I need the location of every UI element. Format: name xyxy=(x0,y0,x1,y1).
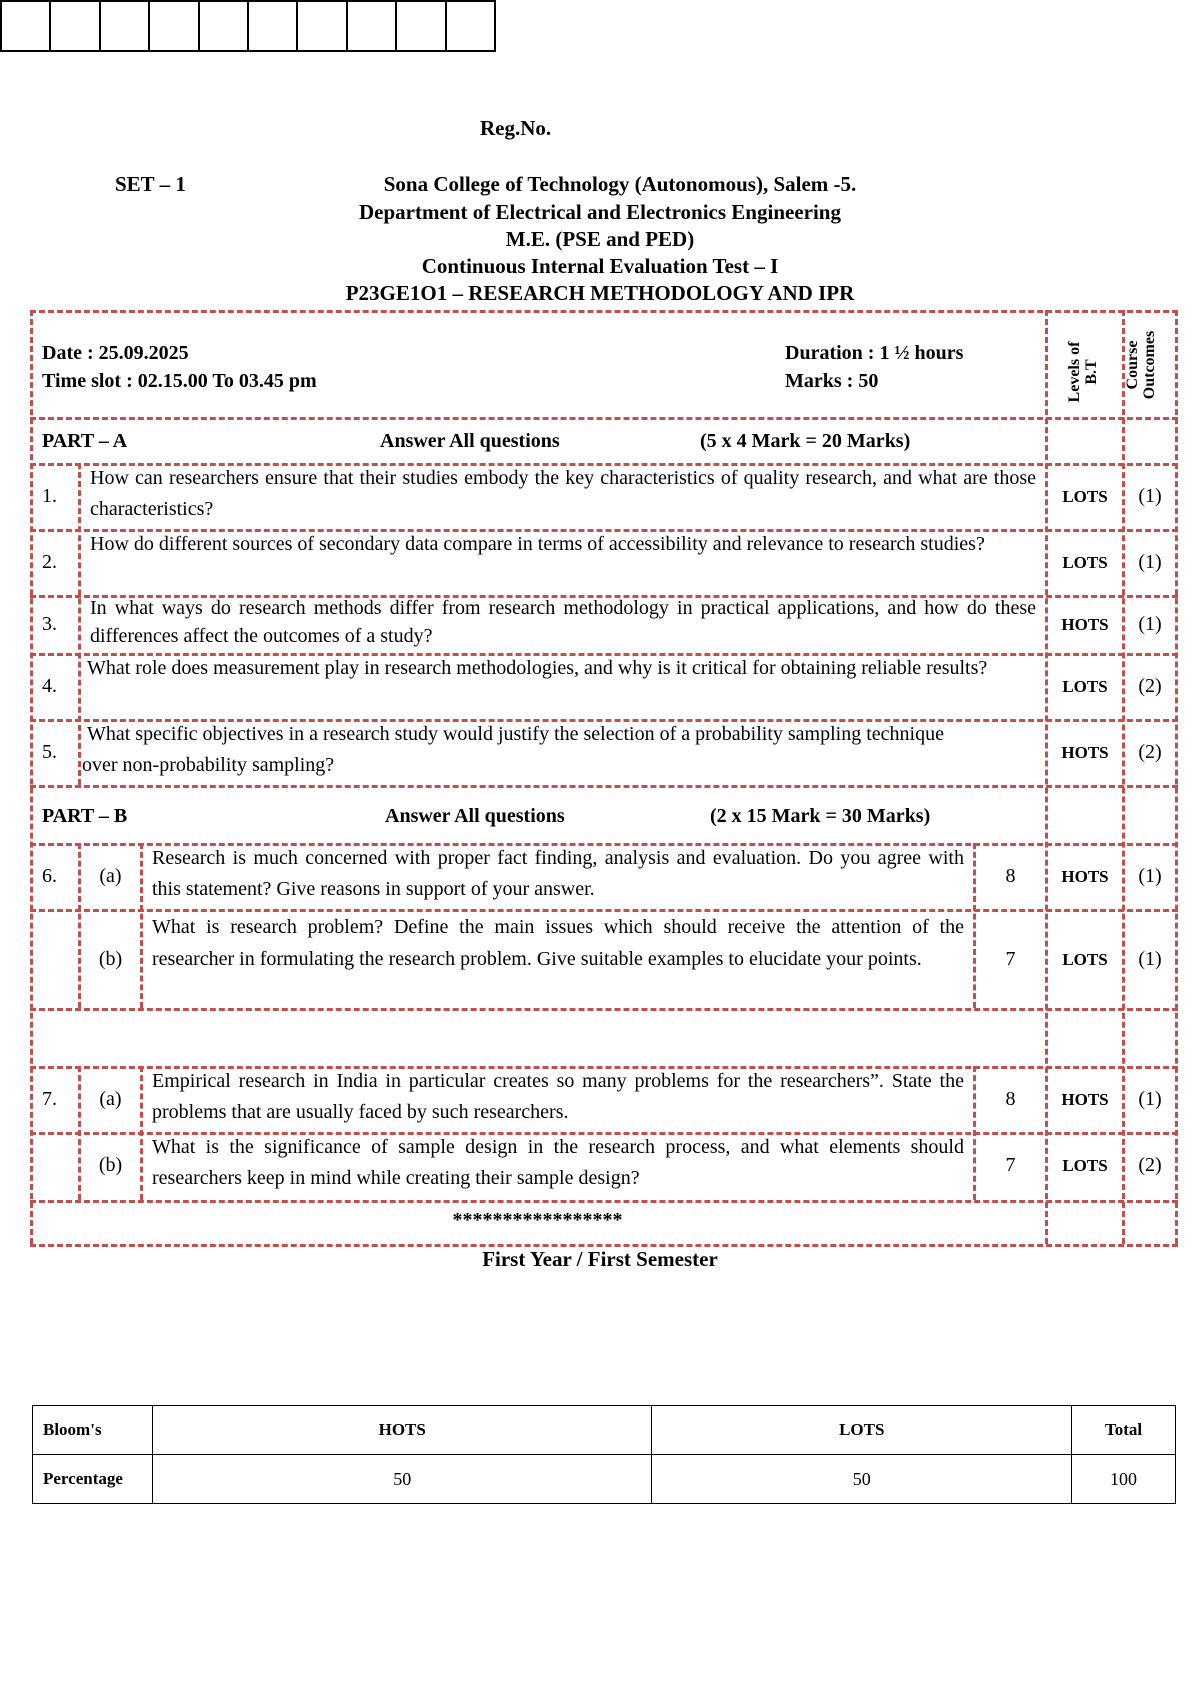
table-header-cell: Bloom's xyxy=(33,1406,153,1455)
reg-no-box[interactable] xyxy=(298,2,347,50)
bt-level: HOTS xyxy=(1061,1090,1109,1109)
year-semester: First Year / First Semester xyxy=(482,1247,718,1271)
question-mark: 7 xyxy=(1005,948,1016,970)
bt-level: LOTS xyxy=(1062,950,1108,969)
question-table xyxy=(30,310,1178,1244)
bt-level: HOTS xyxy=(1061,867,1109,886)
set-label: SET – 1 xyxy=(115,172,186,196)
question-text: Empirical research in India in particular creates so many problems for the researchers”. State the problems that are usually faced by such researchers. xyxy=(152,1070,964,1123)
question-number: 2. xyxy=(42,551,57,573)
exam-marks: Marks : 50 xyxy=(785,370,879,392)
reg-no-boxes[interactable] xyxy=(0,0,496,52)
table-cell: 50 xyxy=(652,1455,1072,1504)
sub-question-label: (b) xyxy=(98,1154,123,1176)
question-mark: 8 xyxy=(1005,1088,1016,1110)
part-a-marks: (5 x 4 Mark = 20 Marks) xyxy=(700,430,911,452)
part-b-instruction: Answer All questions xyxy=(385,805,565,827)
reg-no-label: Reg.No. xyxy=(480,116,552,140)
question-text: What specific objectives in a research study would justify the selection of a probability sampling technique over non-probability sampling? xyxy=(82,723,949,776)
course-outcome: (1) xyxy=(1138,865,1162,887)
sub-question-label: (b) xyxy=(98,948,123,970)
course-outcome: (2) xyxy=(1138,675,1162,697)
question-text: What role does measurement play in research methodologies, and why is it critical for obtaining reliable results? xyxy=(82,657,988,679)
course-title: P23GE1O1 – RESEARCH METHODOLOGY AND IPR xyxy=(345,281,855,305)
course-outcome: (1) xyxy=(1138,948,1162,970)
question-text: In what ways do research methods differ from research methodology in practical applications, and how do these differences affect the outcomes of a study? xyxy=(90,597,1036,647)
table-cell: 50 xyxy=(152,1455,652,1504)
end-of-paper-stars: ***************** xyxy=(452,1209,623,1231)
reg-no-box[interactable] xyxy=(101,2,150,50)
exam-duration: Duration : 1 ½ hours xyxy=(785,342,964,364)
college-name: Sona College of Technology (Autonomous), Salem -5. xyxy=(383,172,857,196)
question-number: 3. xyxy=(42,613,57,635)
table-row xyxy=(33,1455,1176,1504)
exam-time-slot: Time slot : 02.15.00 To 03.45 pm xyxy=(42,370,317,392)
part-b-marks: (2 x 15 Mark = 30 Marks) xyxy=(710,805,931,827)
table-cell: Percentage xyxy=(33,1455,153,1504)
course-outcome: (1) xyxy=(1138,485,1162,507)
table-row xyxy=(33,1406,1176,1455)
sub-question-label: (a) xyxy=(99,865,122,887)
part-a-title: PART – A xyxy=(42,430,128,452)
reg-no-box[interactable] xyxy=(2,2,51,50)
question-number: 1. xyxy=(42,485,57,507)
course-outcome: (1) xyxy=(1138,551,1162,573)
reg-no-box[interactable] xyxy=(249,2,298,50)
bt-level: LOTS xyxy=(1062,553,1108,572)
programme-name: M.E. (PSE and PED) xyxy=(505,227,695,251)
sub-question-label: (a) xyxy=(99,1088,122,1110)
question-number: 5. xyxy=(42,741,57,763)
bt-column-header: Levels of B.T xyxy=(1066,341,1100,403)
table-header-cell: HOTS xyxy=(152,1406,652,1455)
course-outcome: (1) xyxy=(1138,1088,1162,1110)
exam-date: Date : 25.09.2025 xyxy=(42,342,189,364)
part-a-instruction: Answer All questions xyxy=(380,430,560,452)
question-number: 4. xyxy=(42,675,57,697)
bt-level: HOTS xyxy=(1061,615,1109,634)
question-text: How can researchers ensure that their studies embody the key characteristics of quality research, and what are those characteristics? xyxy=(90,467,1036,520)
question-text: How do different sources of secondary data compare in terms of accessibility and relevance to research studies? xyxy=(90,533,985,555)
question-mark: 8 xyxy=(1005,865,1016,887)
reg-no-box[interactable] xyxy=(447,2,494,50)
table-header-cell: LOTS xyxy=(652,1406,1072,1455)
part-b-title: PART – B xyxy=(42,805,128,827)
question-text: Research is much concerned with proper fact finding, analysis and evaluation. Do you agree with this statement? Give reasons in support of your answer. xyxy=(152,847,964,900)
question-text: What is research problem? Define the main issues which should receive the attention of the researcher in formulating the research problem. Give suitable examples to elucidate your points. xyxy=(152,916,964,970)
bt-level: LOTS xyxy=(1062,487,1108,506)
reg-no-box[interactable] xyxy=(348,2,397,50)
table-cell: 100 xyxy=(1072,1455,1176,1504)
test-name: Continuous Internal Evaluation Test – I xyxy=(421,254,779,278)
question-number: 6. xyxy=(42,865,57,887)
table-header-cell: Total xyxy=(1072,1406,1176,1455)
department-name: Department of Electrical and Electronics Engineering xyxy=(359,200,841,224)
reg-no-box[interactable] xyxy=(150,2,199,50)
reg-no-box[interactable] xyxy=(200,2,249,50)
question-mark: 7 xyxy=(1005,1154,1016,1176)
bt-level: HOTS xyxy=(1061,743,1109,762)
blooms-table xyxy=(32,1405,1176,1504)
co-column-header: Course Outcomes xyxy=(1124,330,1158,400)
bt-level: LOTS xyxy=(1062,677,1108,696)
question-text: What is the significance of sample design in the research process, and what elements should researchers keep in mind while creating their sample design? xyxy=(152,1136,964,1189)
reg-no-box[interactable] xyxy=(397,2,446,50)
course-outcome: (2) xyxy=(1138,741,1162,763)
course-outcome: (1) xyxy=(1138,613,1162,635)
question-number: 7. xyxy=(42,1088,57,1110)
reg-no-box[interactable] xyxy=(51,2,100,50)
course-outcome: (2) xyxy=(1138,1154,1162,1176)
bt-level: LOTS xyxy=(1062,1156,1108,1175)
